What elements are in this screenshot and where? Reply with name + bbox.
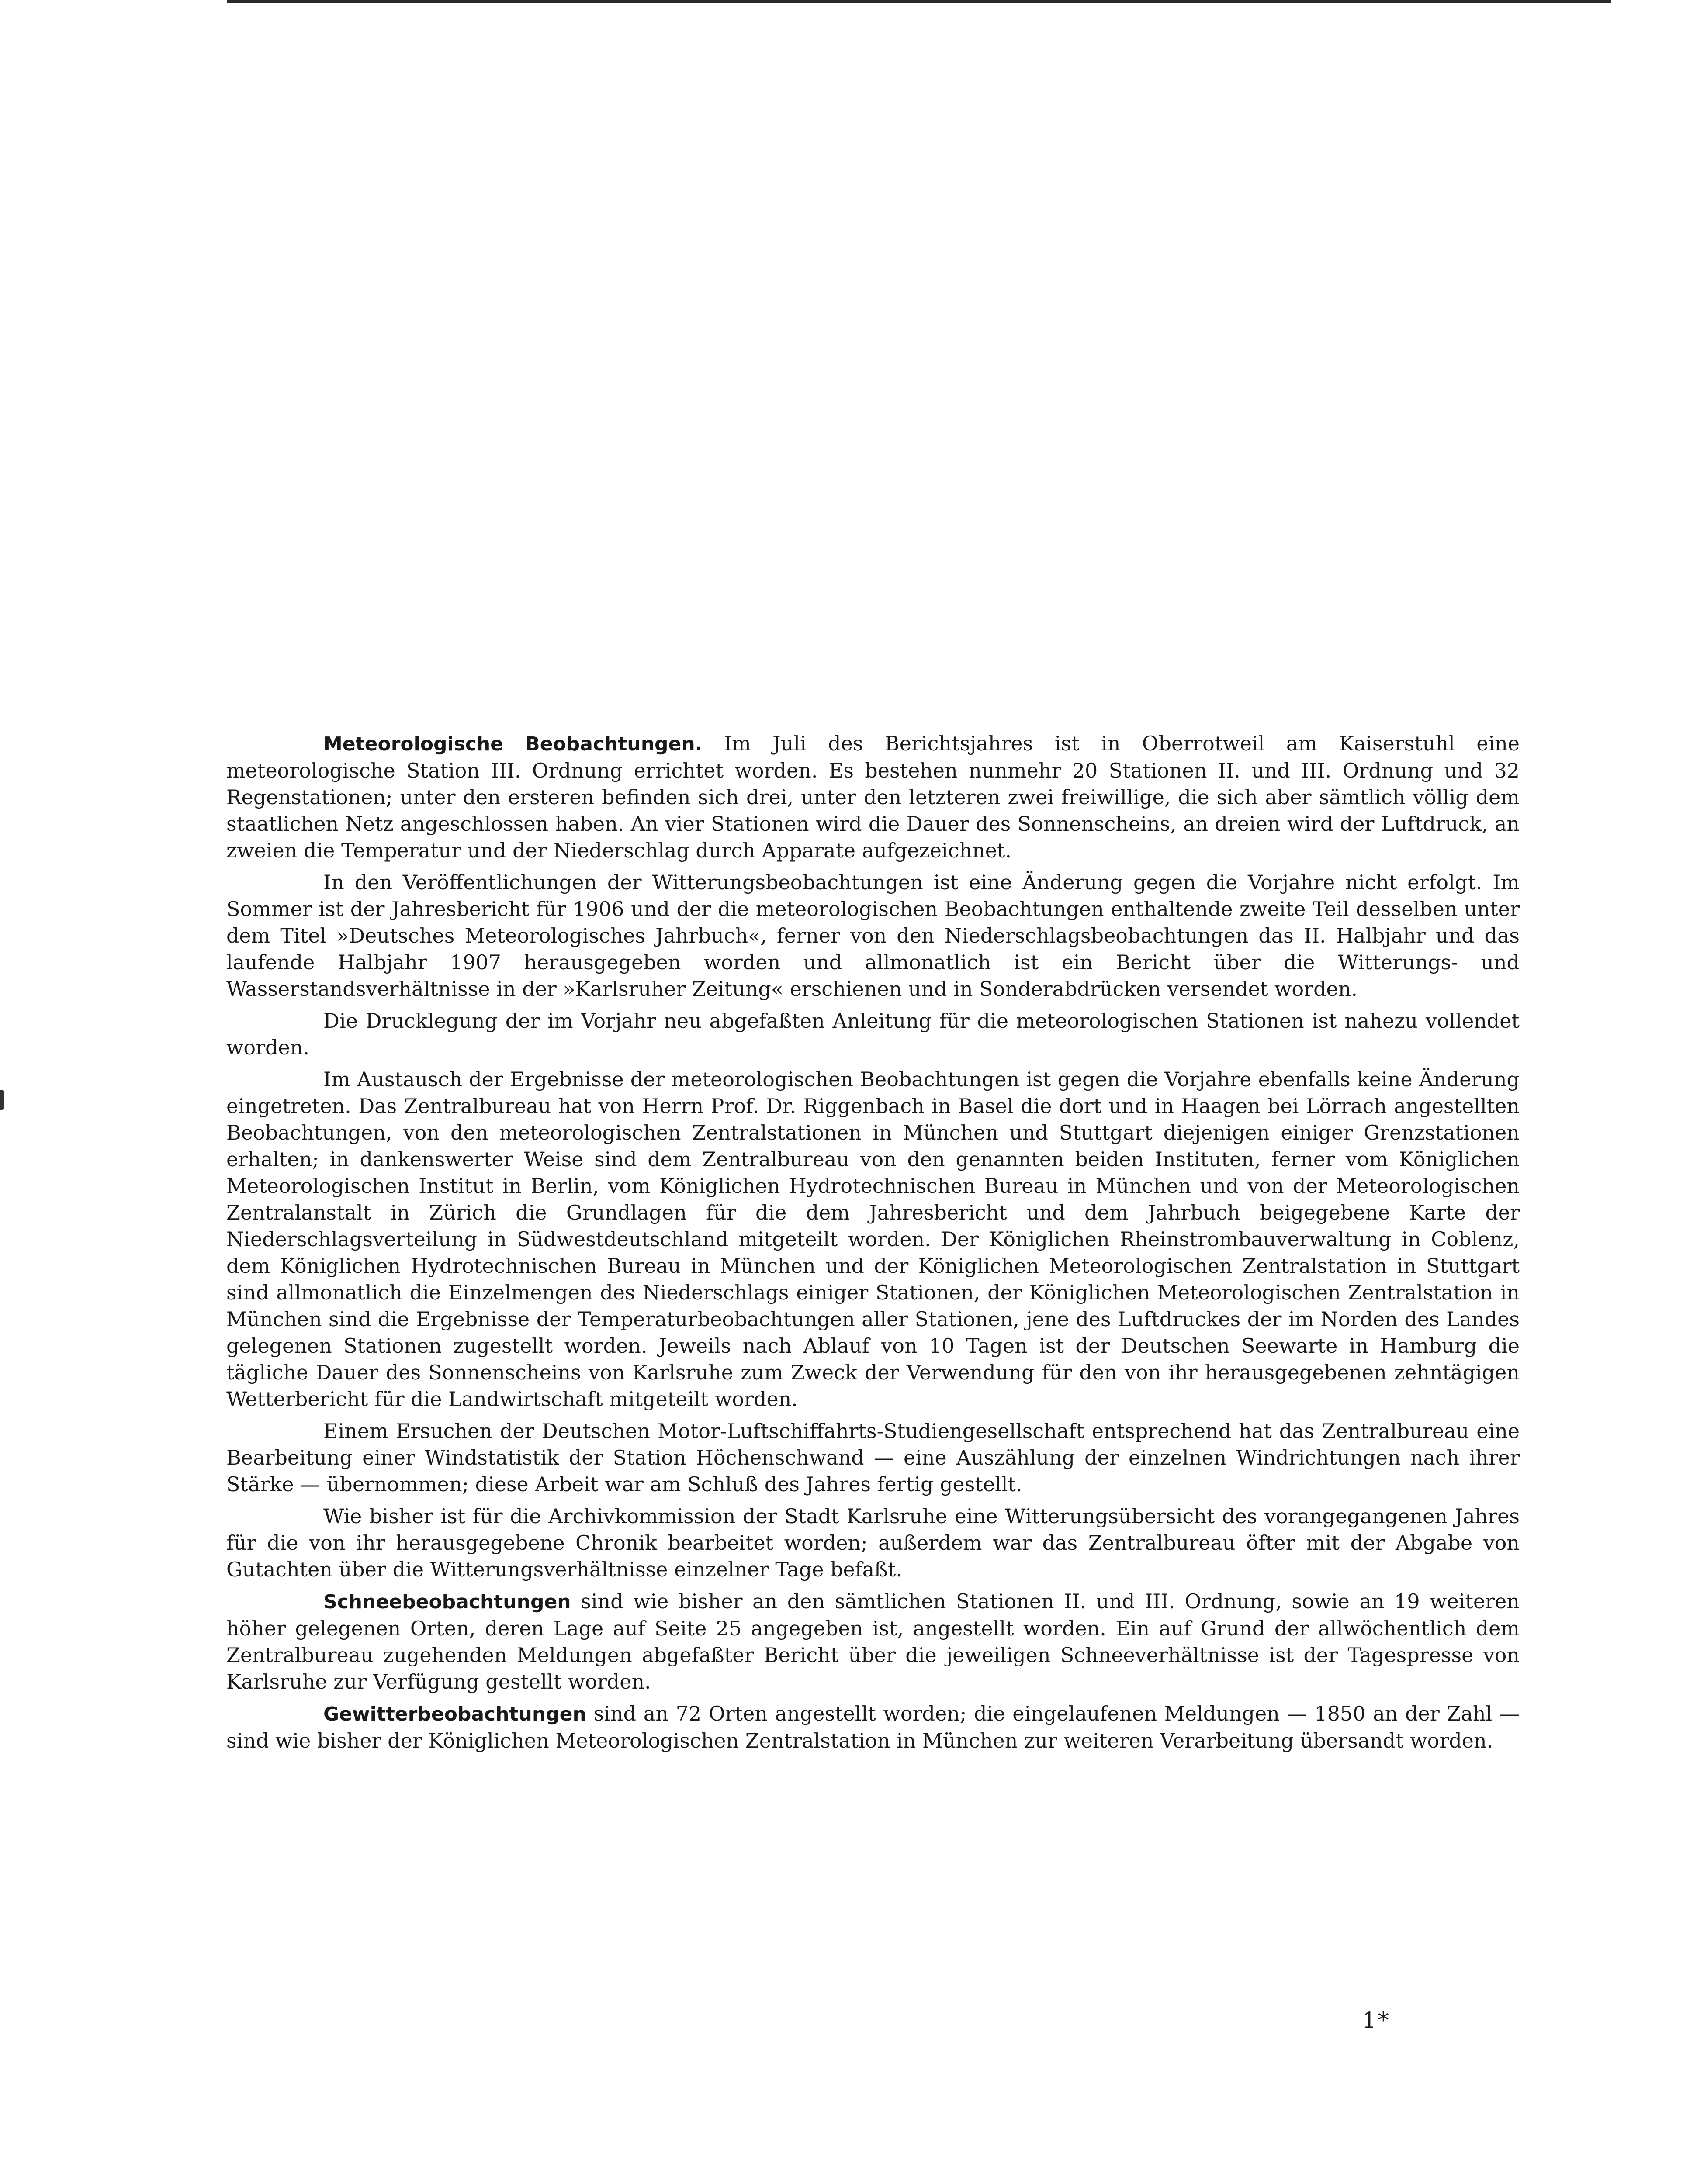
paragraph-text: sind wie bisher an den sämtlichen Stationen II. und III. Ordnung, sowie an 19 weiteren höher gelegenen Orten, deren Lage auf Seite 25 angegeben ist, angestellt worden. Ein auf Grund der allwöchentlich dem Zentralbureau zugehenden Meldungen abgefaßter Bericht über die jeweiligen Schneeverhältnisse ist der Tagespresse von Karlsruhe zur Verfügung gestellt worden. (226, 1590, 1520, 1693)
paragraph-text: Im Juli des Berichtsjahres ist in Oberrotweil am Kaiserstuhl eine meteorologische Station III. Ordnung errichtet worden. Es bestehen nunmehr 20 Stationen II. und III. Ordnung und 32 Regenstationen; unter den ersteren befinden sich drei, unter den letzteren zwei freiwillige, die sich aber sämtlich völlig dem staatlichen Netz angeschlossen haben. An vier Stationen wird die Dauer des Sonnenscheins, an dreien wird der Luftdruck, an zweien die Temperatur und der Niederschlag durch Apparate aufgezeichnet. (226, 732, 1520, 862)
paragraph-wind-statistics (226, 1418, 1520, 1498)
section-lead-thunderstorm-observations: Gewitterbeobachtungen (323, 1703, 586, 1725)
paragraph-text: Im Austausch der Ergebnisse der meteorologischen Beobachtungen ist gegen die Vorjahre ebenfalls keine Änderung eingetreten. Das Zentralbureau hat von Herrn Prof. Dr. Riggenbach in Basel die dort und in Haagen bei Lörrach angestellten Beobachtungen, von den meteorologischen Zentralstationen in München und Stuttgart diejenigen einiger Grenzstationen erhalten; in dankenswerter Weise sind dem Zentralbureau von den genannten beiden Instituten, ferner vom Königlichen Meteorologischen Institut in Berlin, vom Königlichen Hydrotechnischen Bureau in München und von der Meteorologischen Zentralanstalt in Zürich die Grundlagen für die dem Jahresbericht und dem Jahrbuch beigegebene Karte der Niederschlagsverteilung in Südwestdeutschland mitgeteilt worden. Der Königlichen Rheinstrombauverwaltung in Coblenz, dem Königlichen Hydrotechnischen Bureau in München und der Königlichen Meteorologischen Zentralstation in Stuttgart sind allmonatlich die Einzelmengen des Niederschlags einiger Stationen, der Königlichen Meteorologischen Zentralstation in München sind die Ergebnisse der Temperaturbeobachtungen aller Stationen, jene des Luftdruckes der im Norden des Landes gelegenen Stationen zugestellt worden. Jeweils nach Ablauf von 10 Tagen ist der Deutschen Seewarte in Hamburg die tägliche Dauer des Sonnenscheins von Karlsruhe zum Zweck der Verwendung für den von ihr herausgegebenen zehntägigen Wetterbericht für die Landwirtschaft mitgeteilt worden. (226, 1068, 1520, 1411)
paragraph-exchange (226, 1066, 1520, 1413)
section-lead-meteorological-observations: Meteorologische Beobachtungen. (323, 733, 703, 755)
paragraph-snow-observations (226, 1588, 1520, 1695)
paragraph-thunderstorm-observations (226, 1700, 1520, 1754)
section-lead-snow-observations: Schneebeobachtungen (323, 1591, 571, 1613)
margin-mark (0, 1090, 4, 1110)
paragraph-publications (226, 869, 1520, 1002)
paragraph-archive-commission (226, 1503, 1520, 1583)
paragraph-text: Einem Ersuchen der Deutschen Motor-Luftschiffahrts-Studiengesellschaft entsprechend hat das Zentralbureau eine Bearbeitung einer Windstatistik der Station Höchenschwand — eine Auszählung der einzelnen Windrichtungen nach ihrer Stärke — übernommen; diese Arbeit war am Schluß des Jahres fertig gestellt. (226, 1419, 1520, 1496)
paragraph-text: Die Drucklegung der im Vorjahr neu abgefaßten Anleitung für die meteorologischen Stationen ist nahezu vollendet worden. (226, 1009, 1520, 1059)
page-number: 1* (1362, 2008, 1391, 2033)
top-edge-rule (227, 0, 1611, 3)
paragraph-text: sind an 72 Orten angestellt worden; die eingelaufenen Meldungen — 1850 an der Zahl — sind wie bisher der Königlichen Meteorologischen Zentralstation in München zur weiteren Verarbeitung übersandt worden. (226, 1702, 1520, 1752)
paragraph-text: In den Veröffentlichungen der Witterungsbeobachtungen ist eine Änderung gegen die Vorjahre nicht erfolgt. Im Sommer ist der Jahresbericht für 1906 und der die meteorologischen Beobachtungen enthaltende zweite Teil desselben unter dem Titel »Deutsches Meteorologisches Jahrbuch«, ferner von den Niederschlagsbeobachtungen das II. Halbjahr und das laufende Halbjahr 1907 herausgegeben worden und allmonatlich ist ein Bericht über die Witterungs- und Wasserstandsverhältnisse in der »Karlsruher Zeitung« erschienen und in Sonderabdrücken versendet worden. (226, 871, 1520, 1001)
paragraph-meteorological-observations (226, 730, 1520, 864)
document-body (226, 730, 1520, 1759)
paragraph-text: Wie bisher ist für die Archivkommission der Stadt Karlsruhe eine Witterungsübersicht des vorangegangenen Jahres für die von ihr herausgegebene Chronik bearbeitet worden; außerdem war das Zentralbureau öfter mit der Abgabe von Gutachten über die Witterungsverhältnisse einzelner Tage befaßt. (226, 1504, 1520, 1581)
paragraph-printing (226, 1008, 1520, 1061)
